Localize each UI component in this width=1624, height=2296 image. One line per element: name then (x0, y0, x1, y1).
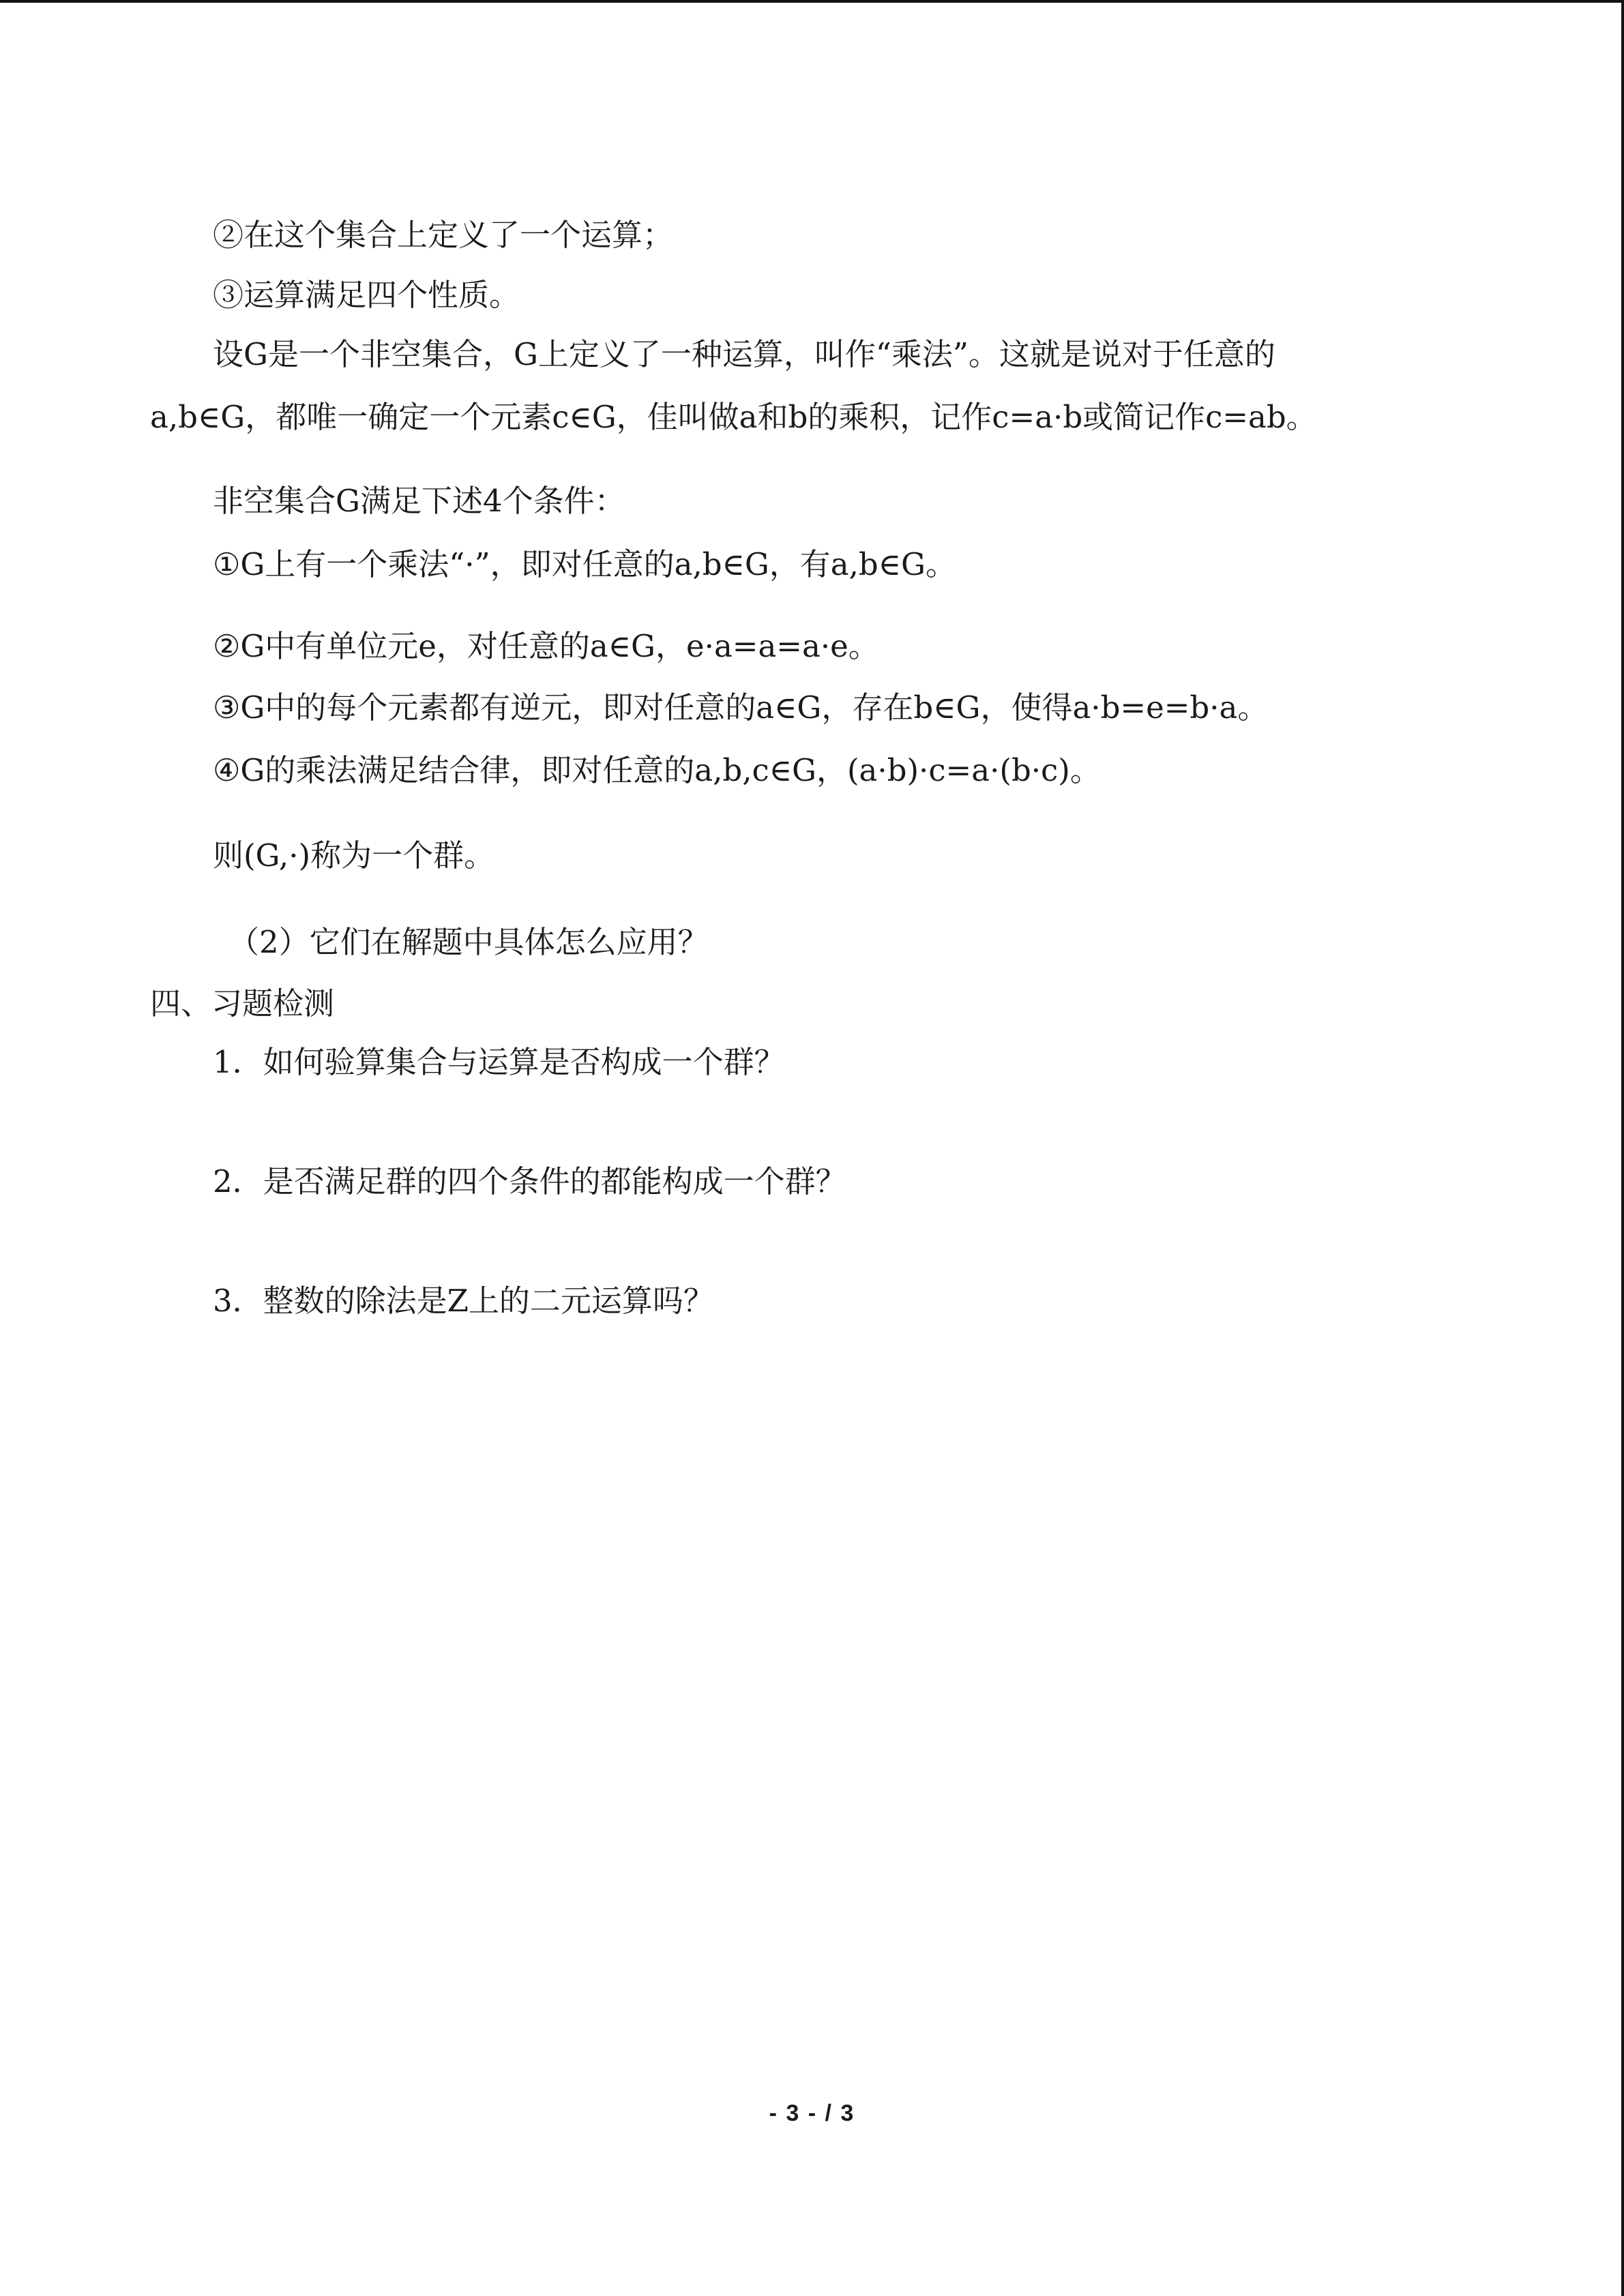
right-border (1621, 0, 1624, 2296)
text-line-2: ③运算满足四个性质。 (213, 277, 520, 313)
condition-2: ②G中有单位元e，对任意的a∈G，e·a=a=a·e。 (213, 628, 879, 664)
group-conclusion: 则(G,·)称为一个群。 (213, 837, 495, 874)
page-number: - 3 - / 3 (769, 2100, 855, 2126)
exercise-3: 3．整数的除法是Z上的二元运算吗？ (213, 1283, 714, 1319)
paragraph-definition-line-2: a,b∈G，都唯一确定一个元素c∈G，佳叫做a和b的乘积，记作c=a·b或简记作c=ab。 (150, 399, 1317, 435)
question-2: （2）它们在解题中具体怎么应用？ (228, 924, 709, 960)
condition-4: ④G的乘法满足结合律，即对任意的a,b,c∈G，(a·b)·c=a·(b·c)。 (213, 752, 1101, 788)
paragraph-definition-line-1: 设G是一个非空集合，G上定义了一种运算，叫作“乘法”。这就是说对于任意的 (213, 336, 1275, 372)
top-border (0, 0, 1624, 3)
condition-1: ①G上有一个乘法“·”，即对任意的a,b∈G，有a,b∈G。 (213, 546, 956, 582)
exercise-1: 1．如何验算集合与运算是否构成一个群？ (213, 1044, 785, 1080)
conditions-intro: 非空集合G满足下述4个条件： (213, 483, 625, 519)
exercise-2: 2．是否满足群的四个条件的都能构成一个群？ (213, 1163, 846, 1199)
text-line-1: ②在这个集合上定义了一个运算； (213, 217, 674, 253)
section-heading: 四、习题检测 (150, 985, 335, 1022)
condition-3: ③G中的每个元素都有逆元，即对任意的a∈G，存在b∈G，使得a·b=e=b·a。 (213, 689, 1269, 726)
